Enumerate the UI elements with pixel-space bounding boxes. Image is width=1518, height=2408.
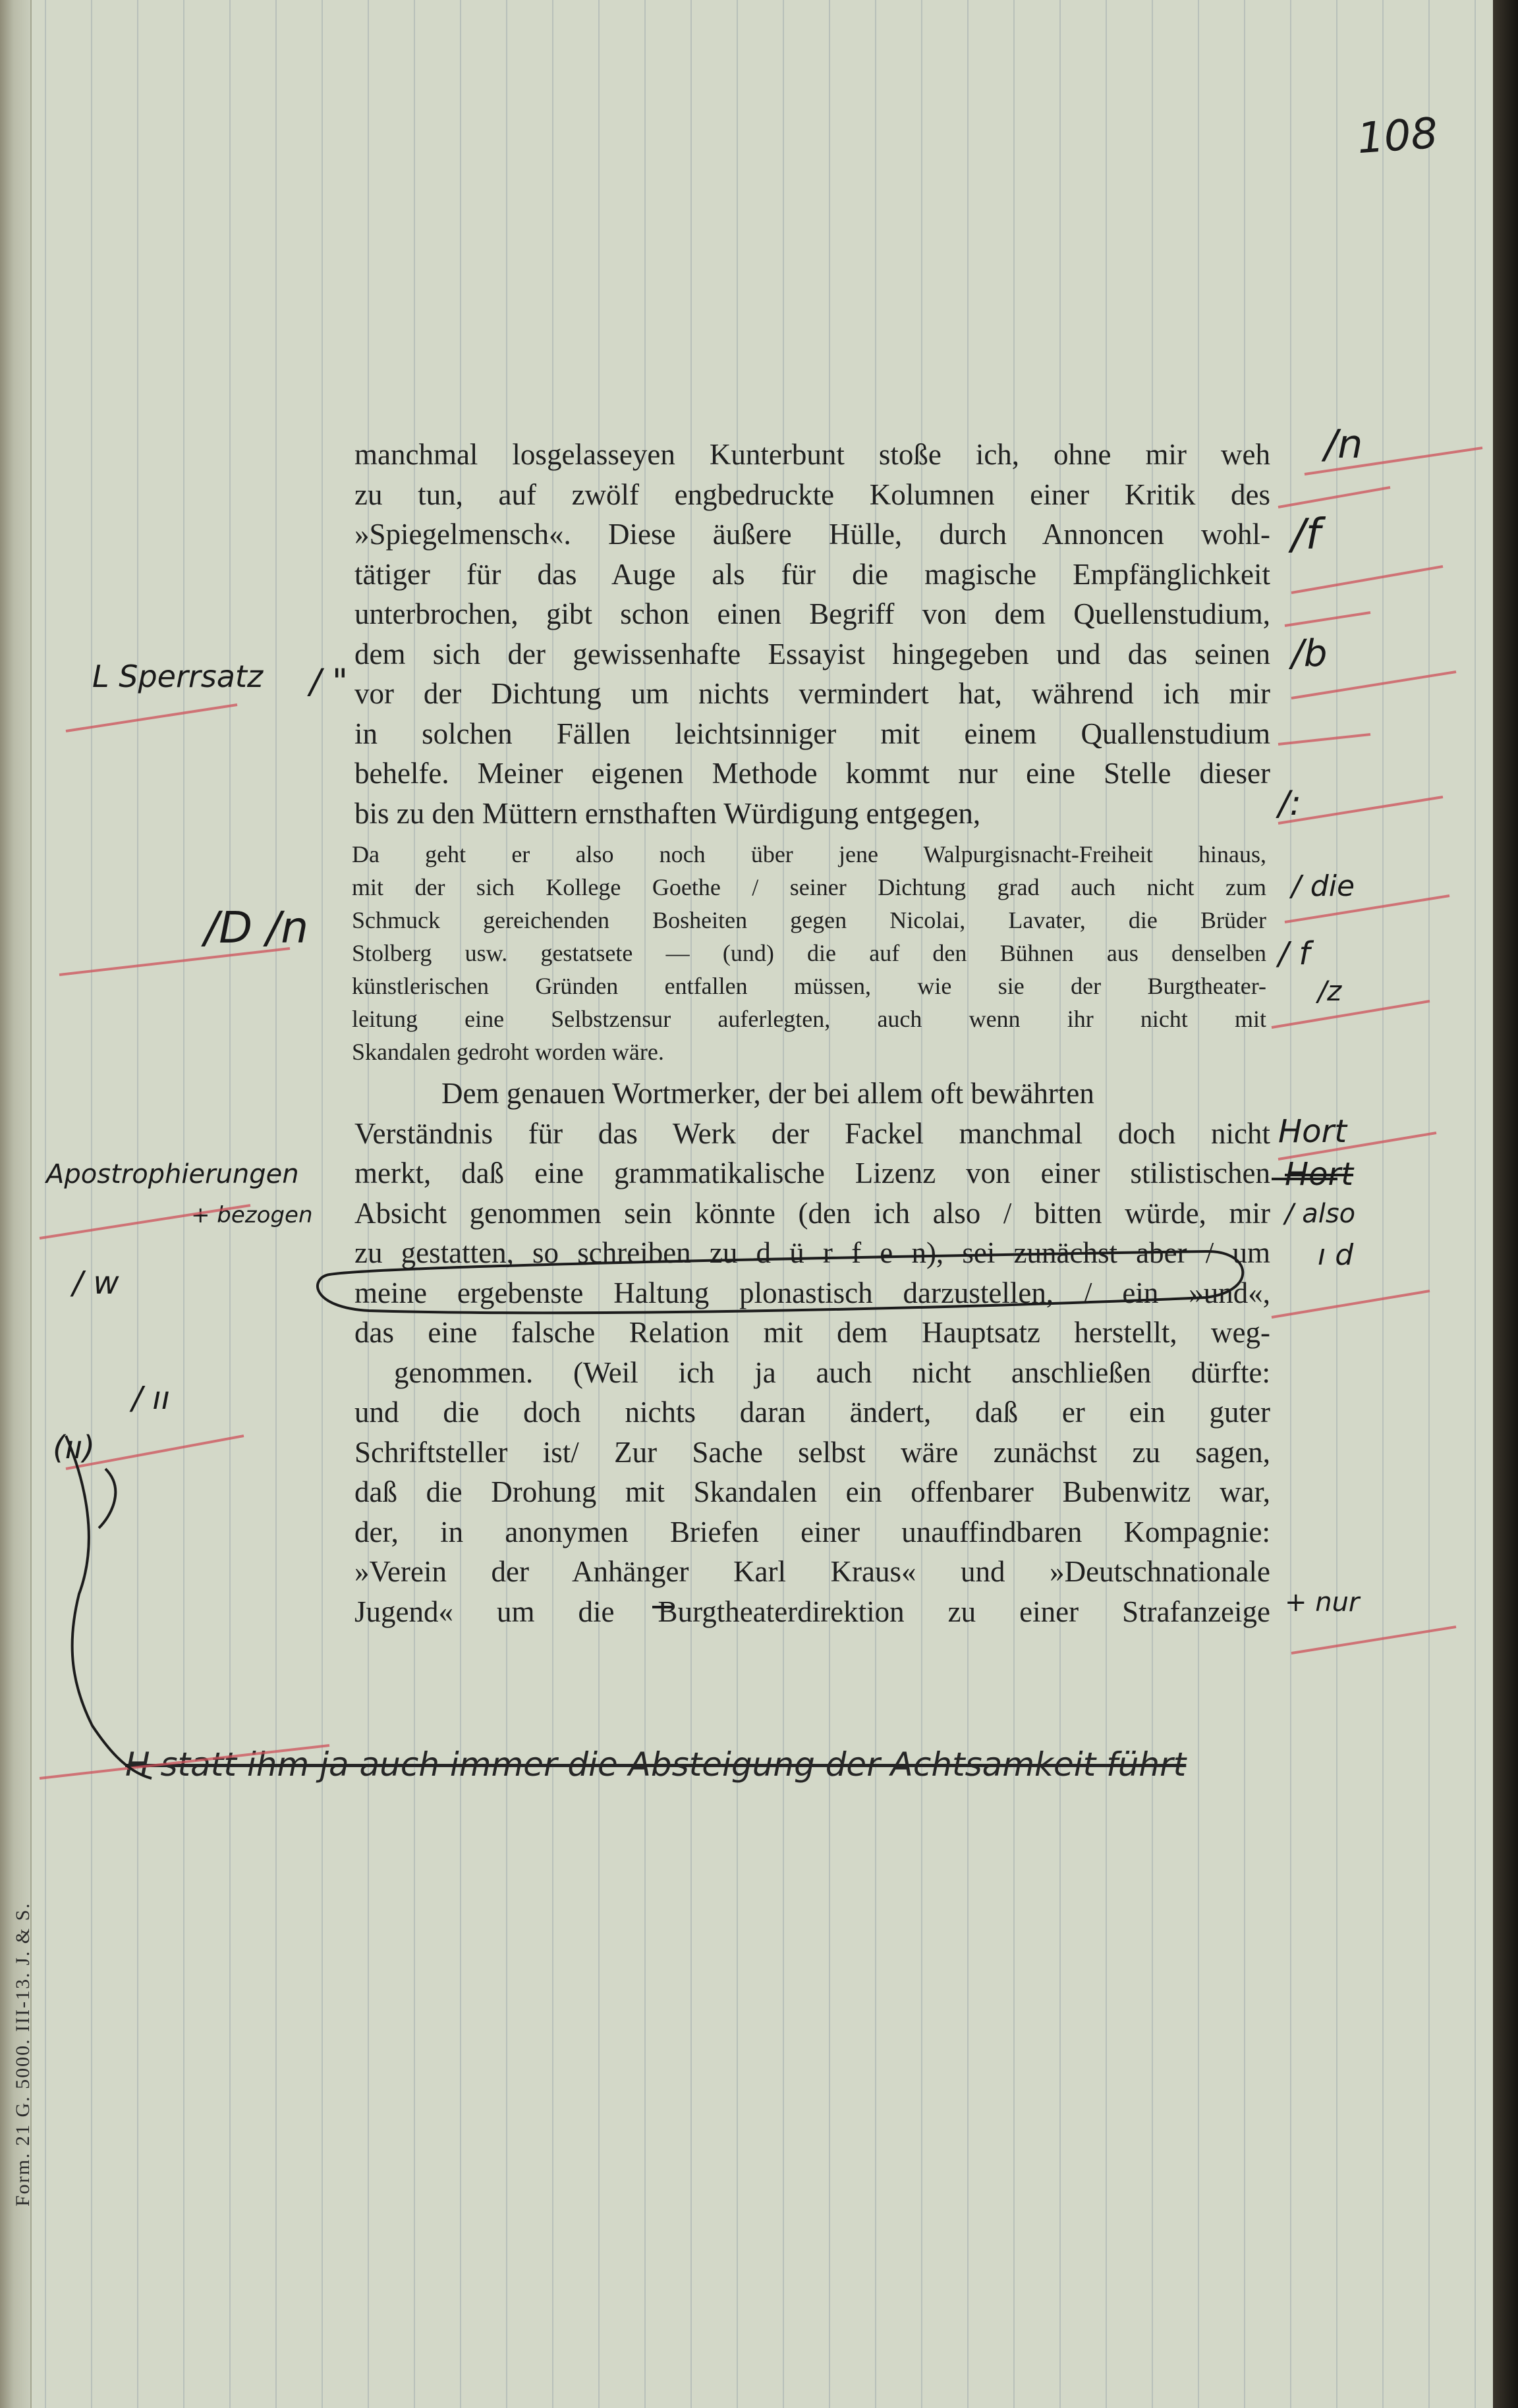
margin-note-right: /: bbox=[1278, 784, 1302, 823]
margin-note-right: /b bbox=[1291, 632, 1328, 675]
text-line: behelfe. Meiner eigenen Methode kommt nur eine Stelle dieser bbox=[354, 757, 1270, 790]
margin-note-right: + nur bbox=[1285, 1587, 1360, 1618]
margin-note-left: / ıı bbox=[132, 1380, 171, 1417]
form-number: Form. 21 G. 5000. III-13. J. & S. bbox=[12, 1902, 34, 2206]
text-line: daß die Drohung mit Skandalen ein offenbarer Bubenwitz war, bbox=[354, 1475, 1270, 1508]
margin-note-right: / die bbox=[1291, 869, 1355, 903]
text-line: »Spiegelmensch«. Diese äußere Hülle, durch Annoncen wohl- bbox=[354, 518, 1270, 551]
text-line: zu tun, auf zwölf engbedruckte Kolumnen einer Kritik des bbox=[354, 478, 1270, 511]
text-line: meine ergebenste Haltung plonastisch darzustellen, / ein »und«, bbox=[354, 1276, 1270, 1309]
text-line: Jugend« um die Burgtheaterdirektion zu einer Strafanzeige bbox=[354, 1595, 1270, 1628]
margin-note-right: Hort bbox=[1285, 1156, 1354, 1193]
block-quote bbox=[352, 838, 1266, 1068]
quote-line: leitung eine Selbstzensur auferlegten, auch wenn ihr nicht mit bbox=[352, 1006, 1266, 1032]
text-line: in solchen Fällen leichtsinniger mit einem Quallenstudium bbox=[354, 717, 1270, 750]
margin-note-left: / w bbox=[72, 1265, 119, 1301]
margin-note-right: /n bbox=[1324, 422, 1363, 468]
margin-note-left: L Sperrsatz bbox=[92, 659, 264, 694]
text-line: Absicht genommen sein könnte (den ich also / bitten würde, mir bbox=[354, 1196, 1270, 1230]
margin-note-right: /f bbox=[1291, 510, 1321, 559]
text-line: manchmal losgelasseyen Kunterbunt stoße ich, ohne mir weh bbox=[354, 438, 1270, 471]
margin-note-right: /z bbox=[1318, 975, 1342, 1007]
margin-note-left: + bezogen bbox=[191, 1202, 313, 1228]
crossed-out-handwriting: H statt ihm ja auch immer die Absteigung der Achtsamkeit führt bbox=[125, 1745, 1187, 1784]
text-line: Verständnis für das Werk der Fackel manchmal doch nicht bbox=[354, 1116, 1270, 1150]
margin-note-right: / also bbox=[1285, 1199, 1356, 1229]
margin-note-right: ı d bbox=[1318, 1238, 1354, 1272]
quote-line: Da geht er also noch über jene Walpurgisnacht-Freiheit hinaus, bbox=[352, 841, 1266, 867]
text-line: Schriftsteller ist/ Zur Sache selbst wäre zunächst zu sagen, bbox=[354, 1435, 1270, 1469]
text-line: der, in anonymen Briefen einer unauffindbaren Kompagnie: bbox=[354, 1515, 1270, 1548]
margin-note-right: / f bbox=[1278, 935, 1310, 972]
text-line: merkt, daß eine grammatikalische Lizenz von einer stilistischen bbox=[354, 1157, 1270, 1190]
text-line: das eine falsche Relation mit dem Hauptsatz herstellt, weg- bbox=[354, 1316, 1270, 1349]
text-line: »Verein der Anhänger Karl Kraus« und »Deutschnationale bbox=[354, 1555, 1270, 1588]
quote-line: Schmuck gereichenden Bosheiten gegen Nicolai, Lavater, die Brüder bbox=[352, 907, 1266, 933]
quote-line: Stolberg usw. gestatsete — (und) die auf den Bühnen aus denselben bbox=[352, 940, 1266, 966]
text-line: Dem genauen Wortmerker, der bei allem oft bewährten bbox=[441, 1077, 1094, 1110]
quote-line: mit der sich Kollege Goethe / seiner Dichtung grad auch nicht zum bbox=[352, 874, 1266, 900]
paragraph-2 bbox=[354, 1074, 1270, 1631]
text-line: bis zu den Müttern ernsthaften Würdigung entgegen, bbox=[354, 796, 981, 830]
margin-note-left: /D /n bbox=[204, 902, 309, 953]
margin-note-left: Apostrophierungen bbox=[46, 1159, 299, 1190]
paragraph-1 bbox=[354, 435, 1270, 833]
margin-note-left: (ıı) bbox=[53, 1429, 96, 1466]
text-line: genommen. (Weil ich ja auch nicht anschließen dürfte: bbox=[394, 1355, 1270, 1389]
margin-note-right: Hort bbox=[1278, 1113, 1347, 1150]
text-line: und die doch nichts daran ändert, daß er ein guter bbox=[354, 1396, 1270, 1429]
text-line: zu gestatten, so schreiben zu d ü r f e n), sei zunächst aber / um bbox=[354, 1236, 1270, 1269]
quote-line: Skandalen gedroht worden wäre. bbox=[352, 1039, 664, 1065]
text-line: dem sich der gewissenhafte Essayist hingegeben und das seinen bbox=[354, 637, 1270, 670]
text-line: tätiger für das Auge als für die magische Empfänglichkeit bbox=[354, 557, 1270, 591]
folio-number: 108 bbox=[1355, 109, 1440, 164]
margin-note-left: / " bbox=[310, 662, 348, 701]
quote-line: künstlerischen Gründen entfallen müssen, wie sie der Burgtheater- bbox=[352, 973, 1266, 999]
page-edge-shadow bbox=[1493, 0, 1518, 2408]
text-line: unterbrochen, gibt schon einen Begriff von dem Quellenstudium, bbox=[354, 597, 1270, 630]
text-line: vor der Dichtung um nichts vermindert hat, während ich mir bbox=[354, 677, 1270, 710]
